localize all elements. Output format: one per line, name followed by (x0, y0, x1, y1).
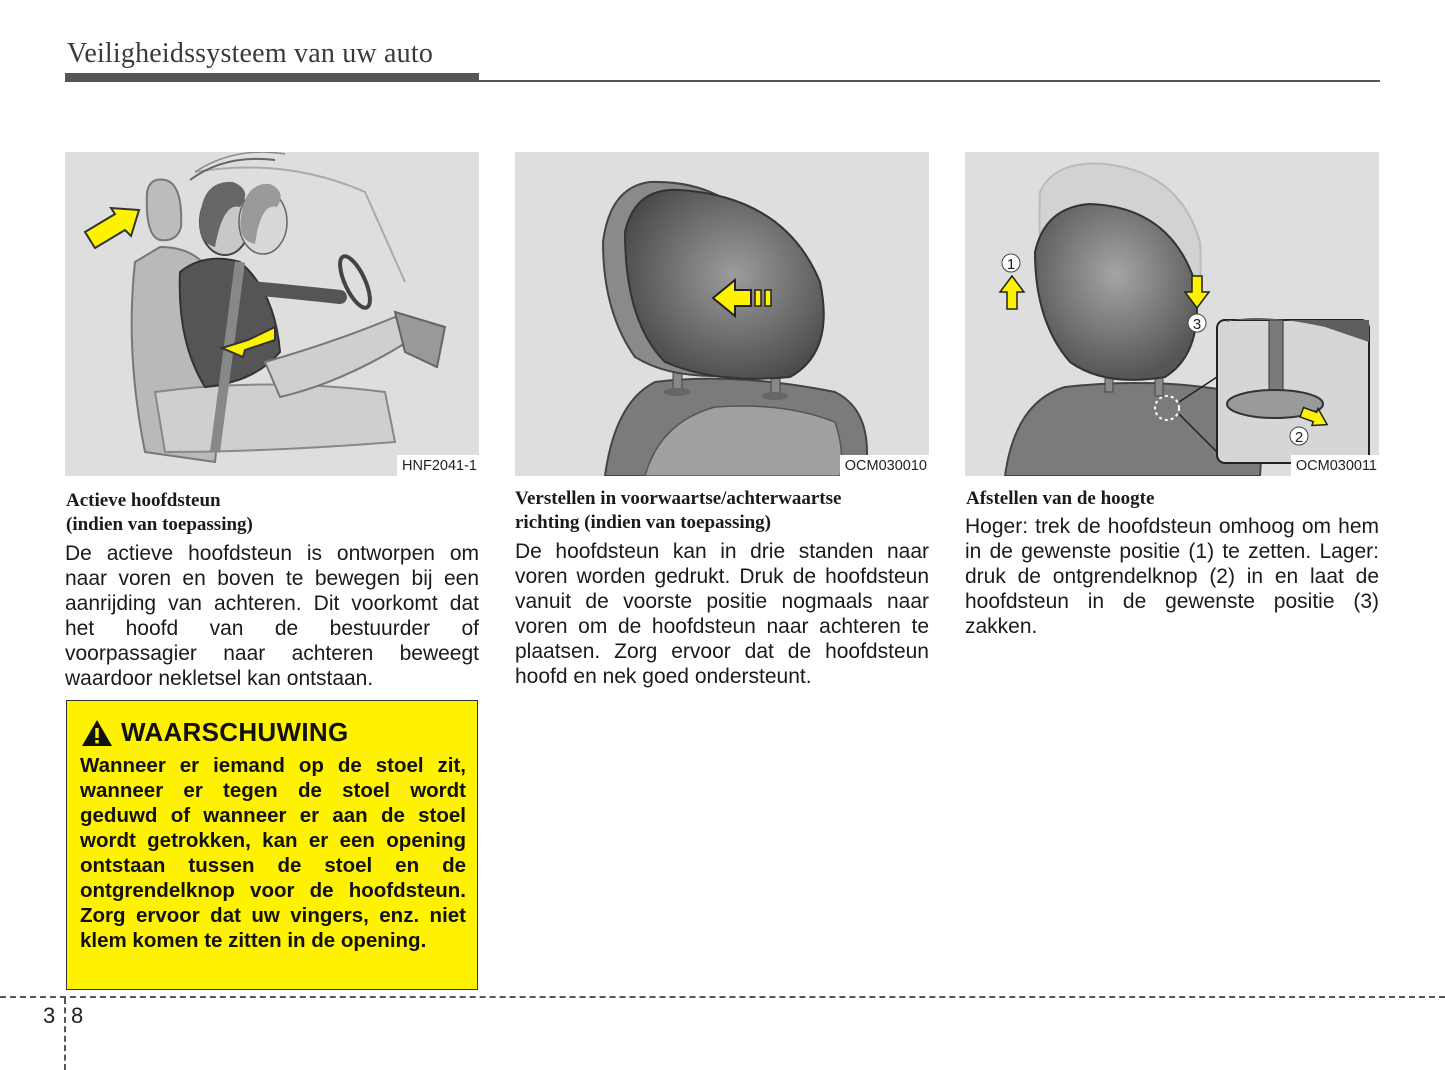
section-title-height-adjust (966, 487, 1154, 511)
footer-vertical-dash (64, 998, 66, 1070)
figure-code: OCM030010 (840, 455, 929, 476)
section-body-forward-adjust: De hoofdsteun kan in drie standen naar voren worden gedrukt. Druk de hoofdsteun vanuit de voorste positie nogmaals naar voren om de hoofdsteun naar achteren te plaatsen. Zorg ervoor dat de hoofdsteun hoofd en nek goed ondersteunt. (515, 540, 929, 688)
section-title-line: richting (indien van toepassing) (515, 512, 772, 533)
callout-3: 3 (1192, 316, 1202, 333)
callout-1: 1 (1006, 256, 1016, 273)
figure-code: OCM030011 (1291, 455, 1379, 476)
header-rule-thin (479, 80, 1380, 82)
figure-active-headrest (65, 152, 479, 476)
warning-triangle-icon (81, 719, 113, 747)
warning-box (66, 700, 478, 990)
section-title-line: Afstellen van de hoogte (966, 488, 1155, 509)
page-header-title: Veiligheidssysteem van uw auto (67, 38, 434, 69)
section-title-forward-adjust (515, 487, 841, 535)
section-title-line: (indien van toepassing) (66, 514, 253, 535)
warning-title: WAARSCHUWING (121, 717, 349, 747)
section-body-active-headrest: De actieve hoofdsteun is ontworpen om naar voren en boven te bewegen bij een aanrijding van achteren. Dit voorkomt dat het hoofd van de bestuurder of voorpassagier naar achteren beweegt waardoor nekletsel kan ontstaan. (65, 542, 479, 690)
section-title-line: Actieve hoofdsteun (66, 490, 221, 511)
header-rule-thick (65, 73, 479, 82)
section-title-line: Verstellen in voorwaartse/achterwaartse (515, 488, 842, 509)
figure-headrest-height (965, 152, 1379, 476)
callout-2: 2 (1294, 429, 1304, 446)
figure-headrest-forward (515, 152, 929, 476)
page-number: 8 (71, 1003, 84, 1028)
warning-text: Wanneer er iemand op de stoel zit, wanneer er tegen de stoel wordt geduwd of wanneer er aan de stoel wordt getrokken, kan er een opening ontstaan tussen de stoel en de ontgrendelknop voor de hoofdsteun. Zorg ervoor dat uw vingers, enz. niet klem komen te zitten in de opening. (80, 754, 466, 952)
figure-code: HNF2041-1 (397, 455, 479, 476)
section-body-height-adjust: Hoger: trek de hoofdsteun omhoog om hem in de gewenste positie (1) te zetten. Lager: druk de ontgrendelknop (2) in en laat de hoofdsteun in de gewenste positie (3) zakken. (965, 515, 1379, 638)
warning-header (81, 717, 348, 748)
footer-dashed-rule (0, 996, 1445, 998)
page-chapter-number: 3 (43, 1003, 56, 1028)
section-title-active-headrest (66, 489, 253, 537)
